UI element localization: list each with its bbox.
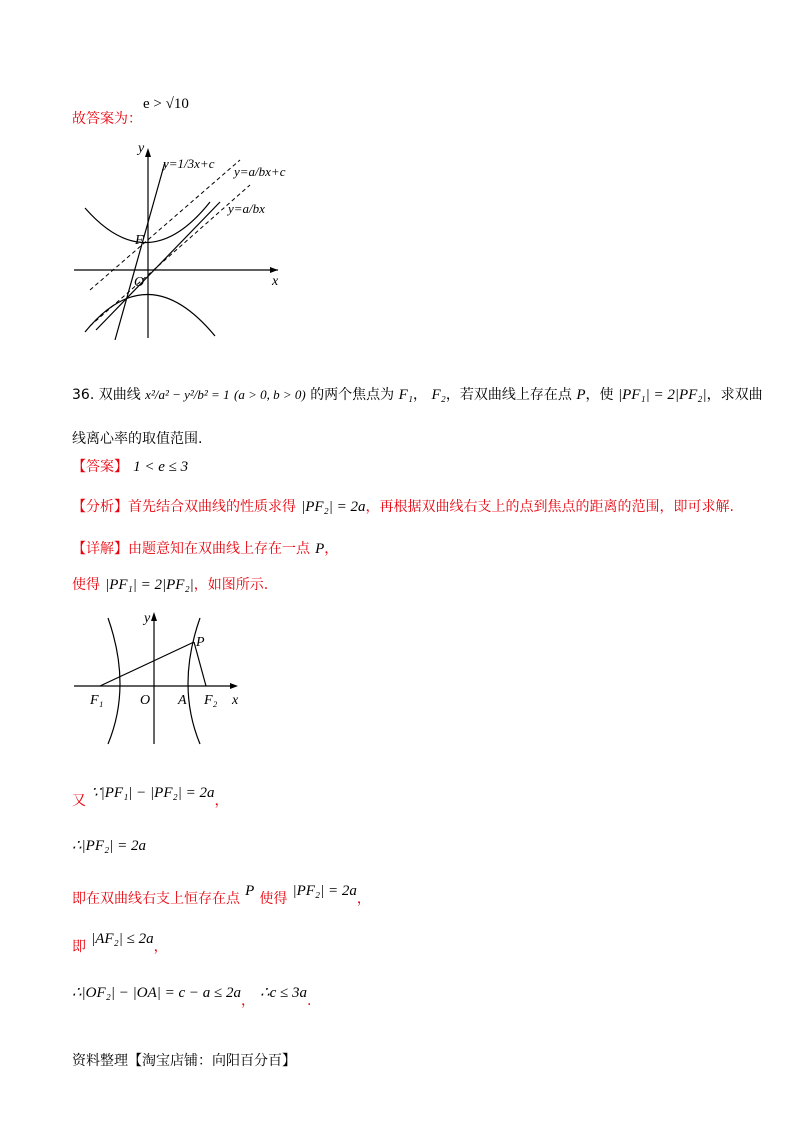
origin-label: O [134, 275, 145, 290]
focus-label: F [135, 233, 144, 248]
x-axis-label: x [272, 274, 279, 289]
hyperbola-condition: (a > 0, b > 0) [234, 387, 306, 402]
answer-line [72, 456, 188, 476]
detail-point-p: P [315, 541, 325, 557]
problem-text-5: ，求双曲 [706, 387, 763, 403]
answer-tag: 【答案】 [72, 459, 128, 475]
step-3 [72, 880, 371, 907]
analysis-text-1: 首先结合双曲线的性质求得 [128, 499, 296, 515]
step-1 [72, 782, 229, 809]
y-axis-arrow-icon [151, 612, 157, 621]
analysis-line [72, 496, 734, 516]
problem-text-3: ，若双曲线上存在点 [445, 387, 572, 403]
step-3-text2: 使得 [259, 891, 288, 907]
line2-label: y=a/bx+c [234, 164, 286, 179]
step-1-formula: ∵|PF₁| − |PF₂| = 2a [91, 785, 215, 801]
focus-f2-label: F₂ [204, 693, 218, 708]
step-5-formula2: ∴c ≤ 3a [260, 985, 308, 1001]
problem-36-line2: 线离心率的取值范围. [72, 431, 203, 447]
distance-relation: |PF₁| = 2|PF₂| [617, 387, 707, 403]
problem-number: 36. [72, 387, 95, 403]
step-3-formula: |PF₂| = 2a [292, 883, 357, 899]
step-3-text: 即在双曲线右支上恒存在点 [72, 891, 240, 907]
detail-line1 [72, 538, 338, 558]
segment-pf1 [100, 642, 194, 686]
step-4-suffix: ， [153, 939, 168, 955]
y-axis-label: y [138, 141, 145, 156]
point-p: P [576, 387, 586, 403]
analysis-text-2: ，再根据双曲线右支上的点到焦点的距离的范围，即可求解. [365, 499, 734, 515]
x-axis-arrow-icon [230, 683, 238, 689]
prev-answer-label: 故答案为： [72, 111, 142, 127]
comma: ， [413, 387, 428, 403]
footer-text: 资料整理【淘宝店铺：向阳百分百】 [72, 1053, 296, 1069]
step-2-formula: ∴|PF₂| = 2a [72, 838, 146, 854]
problem-text-4: ，使 [585, 387, 614, 403]
problem-text-1: 双曲线 [98, 387, 141, 403]
answer-value: 1 < e ≤ 3 [133, 459, 189, 475]
y-axis-arrow-icon [145, 148, 151, 157]
asymptote-dashed-line [90, 185, 250, 326]
detail-tag: 【详解】 [72, 541, 128, 557]
prev-answer-line [72, 108, 142, 128]
step-4-prefix: 即 [72, 939, 86, 955]
figure-2-hyperbola-foci [60, 608, 260, 748]
step-3-suffix: ， [356, 891, 371, 907]
detail-line2-prefix: 使得 [72, 577, 100, 593]
focus-f2: F₂ [431, 387, 446, 403]
detail-line2 [72, 574, 268, 594]
detail-line2-suffix: ，如图所示. [193, 577, 269, 593]
analysis-tag: 【分析】 [72, 499, 128, 515]
step-4 [72, 928, 168, 955]
detail-text-1: 由题意知在双曲线上存在一点 [128, 541, 310, 557]
line3-label: y=a/bx [228, 201, 265, 216]
problem-36-line1 [72, 384, 763, 404]
x-axis-arrow-icon [270, 267, 278, 273]
figure-1-hyperbola-lines [60, 140, 300, 340]
step-5-end: . [307, 993, 312, 1009]
step-1-suffix: ， [214, 793, 229, 809]
focus-f1-label: F₁ [90, 693, 104, 708]
step-5-formula: ∴|OF₂| − |OA| = c − a ≤ 2a [72, 985, 241, 1001]
detail-line2-formula: |PF₁| = 2|PF₂| [105, 577, 194, 593]
y-axis-label: y [144, 611, 151, 626]
step-1-prefix: 又 [72, 793, 86, 809]
step-5-separator: ， [241, 993, 255, 1009]
point-a-label: A [178, 693, 187, 708]
origin-label: O [140, 693, 151, 708]
analysis-formula: |PF₂| = 2a [301, 499, 366, 515]
step-3-point: P [245, 883, 255, 899]
hyperbola-equation: x²/a² − y²/b² = 1 [145, 387, 230, 402]
point-p-label: P [196, 635, 205, 650]
hyperbola-lower-branch [85, 294, 215, 336]
step-4-formula: |AF₂| ≤ 2a [91, 931, 154, 947]
line-one-third-plus-c [115, 162, 165, 340]
detail-text-2: ， [324, 541, 339, 557]
problem-text-2: 的两个焦点为 [310, 387, 395, 403]
step-5 [72, 982, 312, 1009]
focus-f1: F₁ [398, 387, 414, 403]
x-axis-label: x [232, 693, 239, 708]
asymptote-solid-line [96, 202, 220, 330]
line1-label: y=1/3x+c [163, 156, 215, 171]
prev-answer-formula: e > √10 [143, 96, 189, 112]
